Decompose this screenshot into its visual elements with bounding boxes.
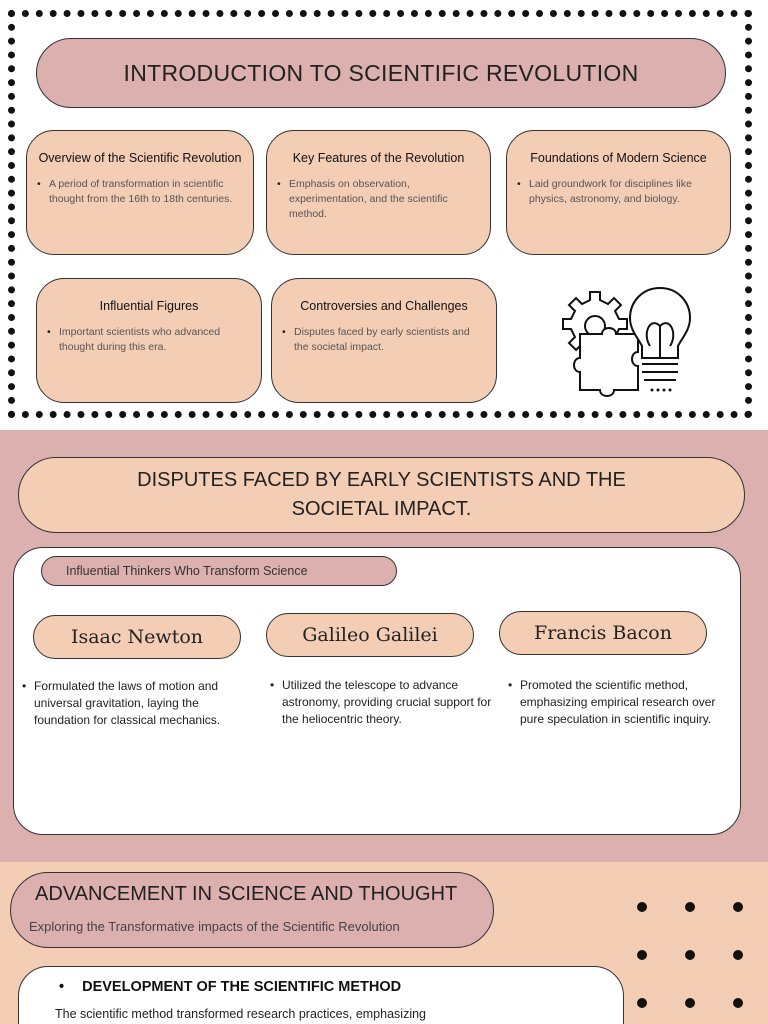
intro-section [0, 0, 768, 430]
decor-dot [685, 902, 695, 912]
thinker-desc-bacon: • Promoted the scientific method, emphasizing empirical research over pure speculation in scientific inquiry. [508, 677, 734, 728]
card-key-features [266, 130, 491, 255]
disputes-section [0, 430, 768, 862]
development-text: The scientific method transformed research practices, emphasizing [55, 1007, 426, 1021]
puzzle-gear-lightbulb-icon [560, 276, 700, 400]
decor-dot [685, 950, 695, 960]
thinker-desc-newton: • Formulated the laws of motion and universal gravitation, laying the foundation for classical mechanics. [22, 678, 248, 729]
development-title-text: DEVELOPMENT OF THE SCIENTIFIC METHOD [82, 979, 402, 995]
card-title: Controversies and Challenges [300, 299, 468, 313]
decor-dot [637, 998, 647, 1008]
card-text: • Disputes faced by early scientists and the societal impact. [282, 325, 486, 355]
development-title: • DEVELOPMENT OF THE SCIENTIFIC METHOD [59, 979, 402, 995]
advancement-section [0, 862, 768, 1024]
disputes-title: DISPUTES FACED BY EARLY SCIENTISTS AND THE SOCIETAL IMPACT. [18, 457, 745, 533]
card-title: Influential Figures [99, 299, 199, 313]
card-title: Foundations of Modern Science [530, 151, 707, 165]
card-text: • Laid groundwork for disciplines like physics, astronomy, and biology. [517, 177, 720, 207]
advancement-subtitle: Exploring the Transformative impacts of the Scientific Revolution [29, 919, 400, 934]
thinkers-subtitle: Influential Thinkers Who Transform Science [41, 556, 397, 586]
card-text: • Emphasis on observation, experimentation, and the scientific method. [277, 177, 480, 222]
card-controversies [271, 278, 497, 403]
advancement-header [10, 872, 494, 948]
card-text: • Important scientists who advanced thought during this era. [47, 325, 251, 355]
development-panel [18, 966, 624, 1024]
card-influential-figures [36, 278, 262, 403]
decor-dot [637, 902, 647, 912]
card-text: • A period of transformation in scientific thought from the 16th to 18th centuries. [37, 177, 243, 207]
card-foundations [506, 130, 731, 255]
thinkers-panel [13, 547, 741, 835]
decor-dot [733, 950, 743, 960]
card-title: Overview of the Scientific Revolution [38, 151, 242, 165]
intro-title: INTRODUCTION TO SCIENTIFIC REVOLUTION [36, 38, 726, 108]
decor-dot [733, 902, 743, 912]
thinker-name-newton: Isaac Newton [33, 615, 241, 659]
advancement-title: ADVANCEMENT IN SCIENCE AND THOUGHT [35, 883, 458, 905]
decor-dot [733, 998, 743, 1008]
decor-dot [685, 998, 695, 1008]
card-overview [26, 130, 254, 255]
decor-dot [637, 950, 647, 960]
thinker-name-bacon: Francis Bacon [499, 611, 707, 655]
thinker-name-galileo: Galileo Galilei [266, 613, 474, 657]
thinker-desc-galileo: • Utilized the telescope to advance astronomy, providing crucial support for the heliocentric theory. [270, 677, 496, 728]
card-title: Key Features of the Revolution [292, 151, 465, 165]
